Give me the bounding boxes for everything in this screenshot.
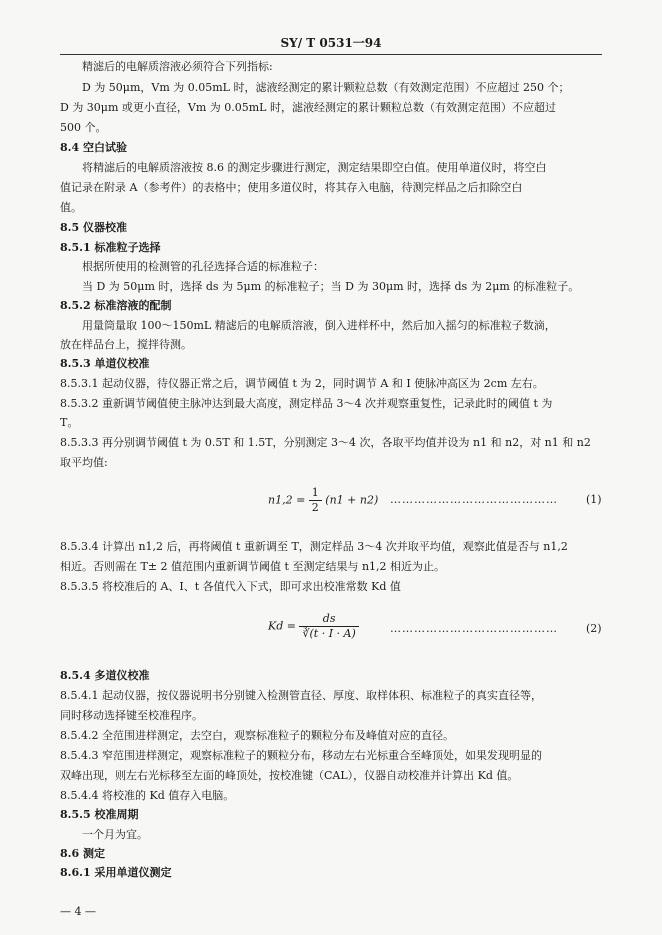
text-line: 同时移动选择键至校准程序。	[60, 709, 203, 722]
text-line: 值记录在附录 A（参考件）的表格中；使用多道仪时，将其存入电脑，待测完样品之后扣除空白	[60, 181, 523, 194]
equation-2	[268, 612, 359, 641]
section-heading: 8.5.2 标准溶液的配制	[60, 299, 172, 312]
text-line: D 为 50μm，Vm 为 0.05mL 时，滤液经测定的累计颗粒总数（有效测定范围）不应超过 250 个；	[82, 81, 570, 94]
text-line: 8.5.3.1 起动仪器，待仪器正常之后，调节阈值 t 为 2，同时调节 A 和 I 使脉冲高区为 2cm 左右。	[60, 377, 544, 390]
page-header: SY/ T 0531一94	[280, 36, 382, 50]
section-heading: 8.5.5 校准周期	[60, 808, 139, 821]
section-heading: 8.5 仪器校准	[60, 221, 127, 234]
equation-2-fraction	[299, 612, 358, 641]
text-line: 500 个。	[60, 121, 107, 134]
text-line: 根据所使用的检测管的孔径选择合适的标准粒子：	[82, 260, 324, 273]
text-line: 用量筒量取 100～150mL 精滤后的电解质溶液，倒入进样杯中，然后加入摇匀的标准粒子数滴，	[82, 319, 556, 332]
text-line: 取平均值:	[60, 456, 108, 469]
equation-2-number: (2)	[586, 622, 602, 635]
equation-2-lhs: Kd =	[268, 619, 296, 633]
section-heading: 8.5.4 多道仪校准	[60, 669, 150, 682]
equation-2-denominator: ∛(t · I · A)	[302, 627, 356, 640]
section-heading: 8.4 空白试验	[60, 141, 127, 154]
equation-2-leader: ……………………………………	[390, 622, 558, 635]
equation-1-number: (1)	[586, 493, 602, 506]
text-line: 8.5.4.2 全范围进样测定，去空白，观察标准粒子的颗粒分布及峰值对应的直径。	[60, 729, 454, 742]
equation-2-numerator: ds	[299, 612, 358, 627]
text-line: D 为 30μm 或更小直径，Vm 为 0.05mL 时，滤液经测定的累计颗粒总数（有效测定范围）不应超过	[60, 101, 556, 114]
header-rule	[60, 54, 602, 55]
equation-1-lhs: n1,2 =	[268, 493, 306, 507]
equation-1-fraction	[309, 486, 322, 515]
section-heading: 8.6.1 采用单道仪测定	[60, 866, 172, 879]
text-line: 8.5.3.3 再分别调节阈值 t 为 0.5T 和 1.5T，分别测定 3～4 次，各取平均值并设为 n1 和 n2，对 n1 和 n2	[60, 436, 591, 449]
equation-1-leader: ……………………………………	[390, 493, 558, 506]
text-line: 8.5.3.2 重新调节阈值使主脉冲达到最大高度，测定样品 3～4 次并观察重复性，记录此时的阈值 t 为	[60, 397, 553, 410]
section-heading: 8.5.1 标准粒子选择	[60, 241, 161, 254]
section-heading: 8.5.3 单道仪校准	[60, 357, 150, 370]
text-line: 双峰出现，则左右光标移至左面的峰顶处，按校准键（CAL），仪器自动校准并计算出 Kd 值。	[60, 769, 519, 782]
equation-1-denominator: 2	[311, 501, 319, 514]
text-line: 8.5.4.3 窄范围进样测定，观察标准粒子的颗粒分布，移动左右光标重合至峰顶处，如果发现明显的	[60, 749, 542, 762]
text-line: 值。	[60, 201, 82, 214]
text-line: 8.5.3.4 计算出 n1,2 后，再将阈值 t 重新调至 T，测定样品 3～4 次并取平均值，观察此值是否与 n1,2	[60, 540, 568, 553]
equation-1-rhs: (n1 + n2)	[325, 493, 379, 507]
text-line: T。	[60, 416, 79, 429]
text-line: 相近。否则需在 T± 2 值范围内重新调节阈值 t 至测定结果与 n1,2 相近为止。	[60, 560, 446, 573]
equation-1-numerator: 1	[309, 486, 322, 501]
page-number: — 4 —	[60, 905, 96, 918]
text-line: 放在样品台上，搅拌待测。	[60, 338, 192, 351]
text-line: 8.5.4.1 起动仪器，按仪器说明书分别键入检测管直径、厚度、取样体积、标准粒子的真实直径等，	[60, 689, 542, 702]
text-line: 将精滤后的电解质溶液按 8.6 的测定步骤进行测定，测定结果即空白值。使用单道仪时，将空白	[82, 161, 547, 174]
equation-1	[268, 486, 378, 515]
text-line: 当 D 为 50μm 时，选择 ds 为 5μm 的标准粒子；当 D 为 30μm 时，选择 ds 为 2μm 的标准粒子。	[82, 280, 580, 293]
text-line: 精滤后的电解质溶液必须符合下列指标:	[82, 60, 273, 73]
text-line: 一个月为宜。	[82, 828, 148, 841]
section-heading: 8.6 测定	[60, 847, 105, 860]
text-line: 8.5.4.4 将校准的 Kd 值存入电脑。	[60, 789, 235, 802]
text-line: 8.5.3.5 将校准后的 A、I、t 各值代入下式，即可求出校准常数 Kd 值	[60, 580, 401, 593]
